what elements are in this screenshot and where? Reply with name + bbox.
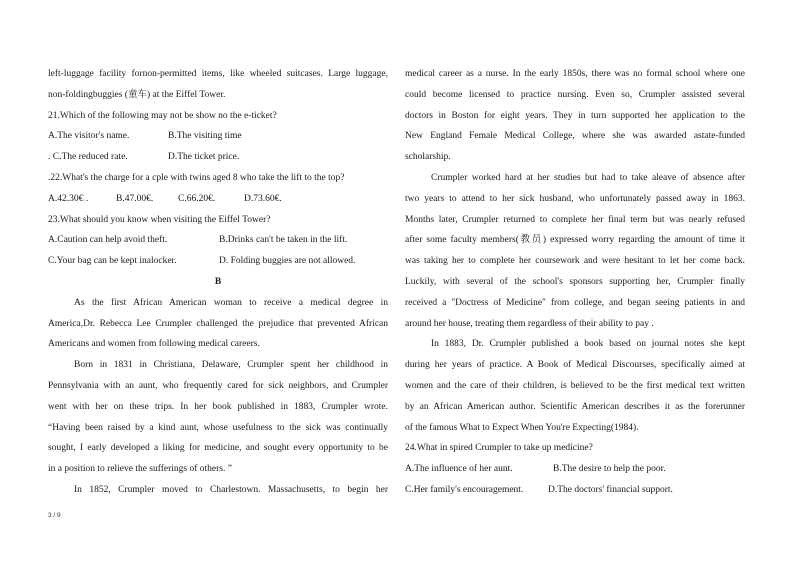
paragraph-line: Born in 1831 in Christiana, Delaware, Crumpler spent her childhood in xyxy=(74,360,388,371)
paragraph-line: received a "Doctress of Medicine" from college, and began seeing patients in and xyxy=(405,297,745,308)
paragraph-line: America,Dr. Rebecca Lee Crumpler challenged the prejudice that prevented African xyxy=(48,318,388,329)
paragraph-line: sought, I early developed a liking for medicine, and sought every opportunity to be xyxy=(48,443,388,454)
paragraph-line: women and the care of their children, is believed to be the first medical text written xyxy=(405,380,745,391)
page-number: 3 / 9 xyxy=(48,512,61,519)
paragraph-line: after some faculty members(教员) expressed worry regarding the amount of time it xyxy=(405,235,745,246)
question-24: 24.What in spired Crumpler to take up medicine? xyxy=(405,443,593,454)
question-23-options-row2 xyxy=(48,251,388,272)
option-d: D.The doctors' financial support. xyxy=(548,484,673,495)
paragraph-line: around her house, treating them regardless of their ability to pay . xyxy=(405,318,654,329)
question-24-options-row1 xyxy=(405,459,745,480)
paragraph-line: As the first African American woman to receive a medical degree in xyxy=(74,297,388,308)
paragraph-line: Americans and women from following medical careers. xyxy=(48,339,260,350)
text-line: non-foldingbuggies (童车) at the Eiffel Tower. xyxy=(48,89,226,100)
option-c: C.Her family's encouragement. xyxy=(405,484,524,495)
paragraph-line: in a position to relieve the sufferings of others. ” xyxy=(48,464,232,475)
option-d: D.The ticket price. xyxy=(168,152,240,163)
paragraph-line: during her years of practice. A Book of Medical Discourses, specifically aimed at xyxy=(405,360,745,371)
paragraph-line: went with her on these trips. In her book published in 1883, Crumpler wrote. xyxy=(48,401,388,412)
question-21-options-row2 xyxy=(48,147,388,168)
section-heading: B xyxy=(214,276,222,287)
question-23-options-row1 xyxy=(48,230,388,251)
text-line: left-luggage facility fornon-permitted items, like wheeled suitcases. Large luggage, xyxy=(48,69,388,79)
option-b: B.Drinks can't be taken in the lift. xyxy=(219,235,348,246)
option-c: . C.The reduced rate. xyxy=(48,152,128,163)
paragraph-line: medical career as a nurse. In the early 1850s, there was no formal school where one xyxy=(405,69,745,79)
paragraph-line: by an African American author. Scientific American describes it as the forerunner xyxy=(405,401,745,412)
option-a: A.The visitor's name. xyxy=(48,131,130,142)
paragraph-line: was taking her to complete her coursework and were hesitant to let her come back. xyxy=(405,256,745,267)
paragraph-line: doctors in Boston for eight years. They in turn supported her application to the xyxy=(405,110,745,121)
option-c: C.Your bag can be kept inalocker. xyxy=(48,256,177,267)
option-d: D.73.60€. xyxy=(244,193,282,204)
paragraph-line: Crumpler worked hard at her studies but had to take aleave of absence after xyxy=(431,172,745,183)
option-b: B.The visiting time xyxy=(168,131,242,142)
option-a: A.42.30€ . xyxy=(48,193,89,204)
paragraph-line: two years to attend to her sick husband, who unfortunately passed away in 1863. xyxy=(405,193,745,204)
paragraph-line: Months later, Crumpler returned to complete her final term but was nearly refused xyxy=(405,214,745,225)
option-a: A.The influence of her aunt. xyxy=(405,464,513,475)
option-d: D. Folding buggies are not allowed. xyxy=(219,256,356,267)
paragraph-line: In 1852, Crumpler moved to Charlestown. Massachusetts, to begin her xyxy=(74,484,388,495)
question-22-options xyxy=(48,189,388,210)
right-column xyxy=(405,64,745,501)
paragraph-line: “Having been raised by a kind aunt, whose usefulness to the sick was continually xyxy=(48,422,388,433)
paragraph-line: scholarship. xyxy=(405,152,451,163)
option-c: C.66.20€. xyxy=(178,193,216,204)
option-b: B.The desire to help the poor. xyxy=(553,464,666,475)
option-b: B.47.00€. xyxy=(116,193,154,204)
left-column xyxy=(48,64,388,501)
question-22: .22.What's the charge for a cple with twins aged 8 who take the lift to the top? xyxy=(48,172,345,183)
paragraph-line: could become licensed to practice nursing. Even so, Crumpler assisted several xyxy=(405,89,745,100)
paragraph-line: New England Female Medical College, where she was awarded astate-funded xyxy=(405,131,745,142)
paragraph-line: Pennsylvania with an aunt, who frequently cared for sick neighbors, and Crumpler xyxy=(48,380,388,391)
question-21: 21.Which of the following may not be show no the e-ticket? xyxy=(48,110,277,121)
question-24-options-row2 xyxy=(405,480,745,501)
paragraph-line: Luckily, with several of the school's sponsors supporting her, Crumpler finally xyxy=(405,276,745,287)
paragraph-line: In 1883, Dr. Crumpler published a book based on journal notes she kept xyxy=(431,339,745,350)
question-21-options-row1 xyxy=(48,126,388,147)
question-23: 23.What should you know when visiting the Eiffel Tower? xyxy=(48,214,271,225)
paragraph-line: of the famous What to Expect When You're Expecting(1984). xyxy=(405,422,639,433)
option-a: A.Caution can help avoid theft. xyxy=(48,235,168,246)
